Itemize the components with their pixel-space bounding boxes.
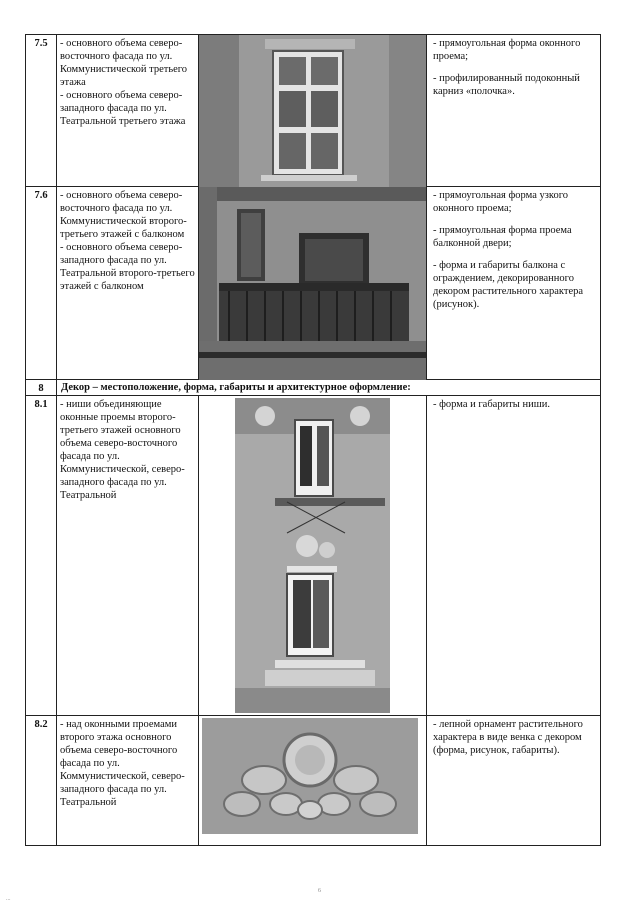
table-row xyxy=(26,187,601,380)
table-row xyxy=(26,35,601,187)
characteristic-item: - прямоугольная форма проема балконной двери; xyxy=(433,225,572,249)
table-row xyxy=(26,396,601,716)
row-photo xyxy=(199,35,427,187)
characteristic-item: - прямоугольная форма узкого оконного проема; xyxy=(433,190,568,214)
wreath-ornament-photo xyxy=(202,718,418,834)
section-row xyxy=(26,380,601,396)
row-characteristics xyxy=(427,396,601,716)
row-description: - ниши объединяющие оконные проемы второго-третьего этажей основного объема северо-восточного фасада по ул. Коммунистической, северо-западного фасада по ул. Театральной xyxy=(57,396,199,716)
row-number: 8.1 xyxy=(26,396,57,716)
row-description: - основного объема северо-восточного фасада по ул. Коммунистической второго-третьего этажей с балконом - основного объема северо-западного фасада по ул. Театральной второго-третьего этажей с балконом xyxy=(57,187,199,380)
characteristic-item: - профилированный подоконный карниз «полочка». xyxy=(433,73,580,97)
row-description: - над оконными проемами второго этажа основного объема северо-восточного фасада по ул. Коммунистической, северо-западного фасада по ул. Театральной xyxy=(57,716,199,846)
table-row xyxy=(26,716,601,846)
row-number: 8.2 xyxy=(26,716,57,846)
characteristic-item: - прямоугольная форма оконного проема; xyxy=(433,38,581,62)
row-characteristics xyxy=(427,35,601,187)
protection-subject-table xyxy=(25,34,601,846)
row-characteristics xyxy=(427,716,601,846)
corner-mark: ... xyxy=(6,896,11,902)
window-photo xyxy=(199,35,426,187)
row-photo xyxy=(199,396,427,716)
row-characteristics xyxy=(427,187,601,380)
characteristic-item: - форма и габариты ниши. xyxy=(433,399,551,410)
niche-photo xyxy=(235,398,390,713)
row-number: 7.5 xyxy=(26,35,57,187)
row-number: 7.6 xyxy=(26,187,57,380)
characteristic-item: - форма и габариты балкона с ограждением, декорированного декором растительного характера (рисунок). xyxy=(433,260,584,310)
section-title: Декор – местоположение, форма, габариты и архитектурное оформление: xyxy=(57,380,601,396)
characteristic-item: - лепной орнамент растительного характера в виде венка с декором (форма, рисунок, габариты). xyxy=(433,719,583,756)
row-photo xyxy=(199,187,427,380)
section-number: 8 xyxy=(26,380,57,396)
balcony-photo xyxy=(199,187,426,380)
row-photo xyxy=(199,716,427,846)
page-number: 6 xyxy=(318,888,321,894)
row-description: - основного объема северо-восточного фасада по ул. Коммунистической третьего этажа - основного объема северо-западного фасада по ул. Театральной третьего этажа xyxy=(57,35,199,187)
